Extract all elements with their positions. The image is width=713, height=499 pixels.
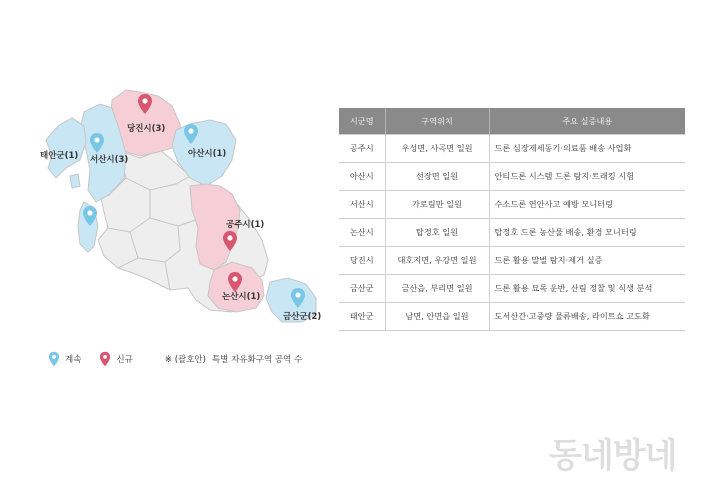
- map-pin-icon: [48, 351, 60, 367]
- cell-location: 우성면, 사곡면 일원: [385, 135, 489, 163]
- map-legend: [48, 350, 302, 368]
- table-row: [339, 191, 685, 219]
- cell-content: 도서산간·고중량 물류배송, 라이트쇼 고도화: [489, 303, 685, 331]
- cell-content: 안티드론 시스템 드론 탐지·트래킹 시험: [489, 163, 685, 191]
- watermark: 동네방네: [549, 436, 677, 476]
- legend-note: [165, 353, 302, 365]
- cell-city: 태안군: [339, 303, 385, 331]
- table-row: [339, 135, 685, 163]
- legend-new-label: 신규: [116, 355, 133, 365]
- map-pin-icon: [99, 351, 111, 367]
- label-taean: 태안군(1): [40, 151, 79, 161]
- cell-location: 남면, 안면읍 일원: [385, 303, 489, 331]
- cell-city: 서산시: [339, 191, 385, 219]
- header-location: 구역위치: [385, 108, 489, 135]
- cell-city: 당진시: [339, 247, 385, 275]
- label-seosan: 서산시(3): [90, 155, 129, 165]
- cell-location: 가로림만 일원: [385, 191, 489, 219]
- cell-content: 탑정호 드론 농산물 배송, 환경 모니터링: [489, 219, 685, 247]
- demonstration-table: [339, 108, 685, 331]
- cell-location: 선장면 일원: [385, 163, 489, 191]
- header-content: 주요 실증내용: [489, 108, 685, 135]
- label-nonsan: 논산시(1): [222, 292, 261, 302]
- cell-content: 드론 심장제세동기·의료품 배송 사업화: [489, 135, 685, 163]
- legend-continued-label: 계속: [65, 355, 82, 365]
- cell-location: 금산읍, 부리면 일원: [385, 275, 489, 303]
- table-row: [339, 219, 685, 247]
- table-row: [339, 303, 685, 331]
- legend-new: [99, 351, 132, 367]
- cell-location: 대호지면, 우강면 일원: [385, 247, 489, 275]
- legend-note-prefix: ※ (괄호안): [164, 355, 206, 365]
- label-dangjin: 당진시(3): [127, 124, 166, 134]
- table-row: [339, 163, 685, 191]
- cell-city: 금산군: [339, 275, 385, 303]
- legend-note-text: 특별 자유화구역 공역 수: [211, 355, 303, 365]
- label-asan: 아산시(1): [188, 149, 227, 159]
- province-map: [0, 0, 340, 340]
- cell-location: 탑정호 일원: [385, 219, 489, 247]
- cell-content: 드론 활용 묘목 운반, 산림 정찰 및 식생 분석: [489, 275, 685, 303]
- cell-content: 수소드론 연안사고 예방 모니터링: [489, 191, 685, 219]
- header-city: 시군명: [339, 108, 385, 135]
- table-header-row: [339, 108, 685, 135]
- label-geumsan: 금산군(2): [283, 312, 322, 322]
- table-row: [339, 247, 685, 275]
- cell-city: 아산시: [339, 163, 385, 191]
- cell-city: 공주시: [339, 135, 385, 163]
- cell-content: 드론 활용 말벌 탐지·제거 실증: [489, 247, 685, 275]
- label-gongju: 공주시(1): [226, 220, 265, 230]
- cell-city: 논산시: [339, 219, 385, 247]
- legend-continued: [48, 351, 81, 367]
- table-row: [339, 275, 685, 303]
